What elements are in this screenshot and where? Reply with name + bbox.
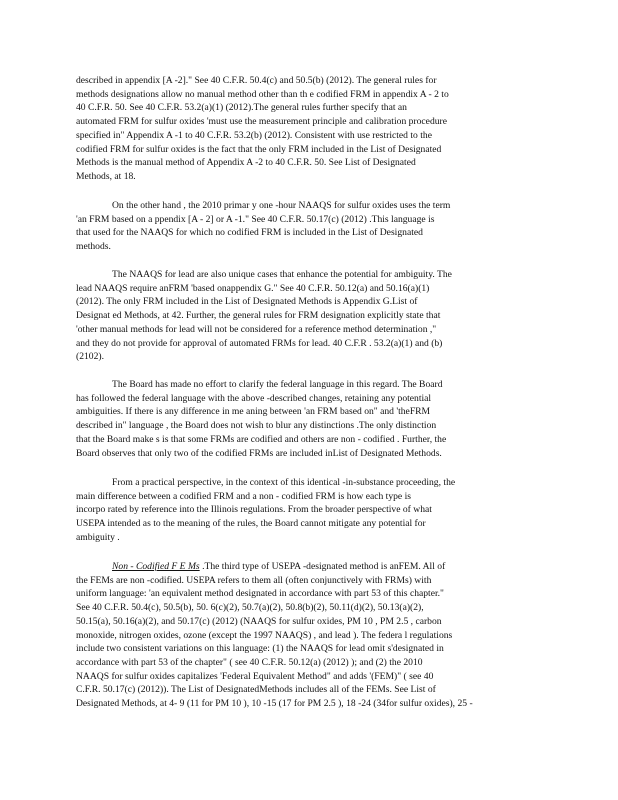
- text-line: has followed the federal language with the above -described changes, retaining any potential: [76, 392, 432, 404]
- text-line: the FEMs are non -codified. USEPA refers to them all (often conjunctively with FRMs) with: [76, 574, 432, 586]
- text-line: monoxide, nitrogen oxides, ozone (except the 1997 NAAQS) , and lead ). The federa l regulations: [76, 629, 453, 641]
- text-line: described in" language , the Board does not wish to blur any distinctions .The only distinction: [76, 420, 437, 432]
- paragraph-4: [76, 378, 538, 460]
- text-line: incorpo rated by reference into the Illinois regulations. From the broader perspective of what: [76, 504, 432, 516]
- text-line: Designat ed Methods, at 42. Further, the general rules for FRM designation explicitly state that: [76, 310, 441, 322]
- paragraph-5: [76, 476, 538, 545]
- text-line: USEPA intended as to the meaning of the rules, the Board cannot mitigate any potential for: [76, 518, 426, 530]
- text-line: See 40 C.F.R. 50.4(c), 50.5(b), 50. 6(c)(2), 50.7(a)(2), 50.8(b)(2), 50.11(d)(2), 50.13(a)(2),: [76, 602, 424, 614]
- text-line: 'an FRM based on a ppendix [A - 2] or A -1." See 40 C.F.R. 50.17(c) (2012) .This language is: [76, 213, 435, 225]
- text-line: that used for the NAAQS for which no codified FRM is included in the List of Designated: [76, 227, 423, 239]
- text-line: The NAAQS for lead are also unique cases that enhance the potential for ambiguity. The: [112, 269, 452, 280]
- text-line: Designated Methods, at 4- 9 (11 for PM 10 ), 10 -15 (17 for PM 2.5 ), 18 -24 (34for sulfur oxides), 25 -: [76, 698, 473, 710]
- text-line: The Board has made no effort to clarify the federal language in this regard. The Board: [112, 379, 443, 390]
- text-line: 50.15(a), 50.16(a)(2), and 50.17(c) (2012) (NAAQS for sulfur oxides, PM 10 , PM 2.5 , carbon: [76, 615, 442, 627]
- text-line: codified FRM for sulfur oxides is the fact that the only FRM included in the List of Designated: [76, 143, 442, 155]
- section-heading: Non - Codified F E Ms: [112, 561, 200, 572]
- text-line: that the Board make s is that some FRMs are codified and others are non - codified . Further, the: [76, 433, 447, 445]
- text-line: Methods, at 18.: [76, 170, 136, 182]
- paragraph-3: [76, 268, 538, 364]
- paragraph-2: [76, 199, 538, 254]
- text-line: (2102).: [76, 351, 104, 363]
- text-line: and they do not provide for approval of automated FRMs for lead. 40 C.F.R . 53.2(a)(1) and (b): [76, 337, 443, 349]
- text-line: lead NAAQS require anFRM 'based onappendix G." See 40 C.F.R. 50.12(a) and 50.16(a)(1): [76, 282, 430, 294]
- text-line: 'other manual methods for lead will not be considered for a reference method determination ,": [76, 323, 437, 335]
- text-line: automated FRM for sulfur oxides 'must use the measurement principle and calibration procedure: [76, 116, 447, 128]
- text-line: From a practical perspective, in the context of this identical -in-substance proceeding, the: [112, 477, 456, 488]
- text-line: NAAQS for sulfur oxides capitalizes 'Federal Equivalent Method" and adds '(FEM)" ( see 40: [76, 670, 434, 682]
- text-run: .The third type of USEPA -designated method is anFEM. All of: [199, 561, 446, 572]
- text-line: ambiguities. If there is any difference in me aning between 'an FRM based on" and 'theFRM: [76, 406, 431, 418]
- text-line: On the other hand , the 2010 primar y one -hour NAAQS for sulfur oxides uses the term: [112, 200, 451, 211]
- text-line: specified in" Appendix A -1 to 40 C.F.R. 53.2(b) (2012). Consistent with use restricted to the: [76, 129, 432, 141]
- text-line: C.F.R. 50.17(c) (2012)). The List of DesignatedMethods includes all of the FEMs. See List of: [76, 684, 436, 696]
- text-line: uniform language: 'an equivalent method designated in accordance with part 53 of this chapter.": [76, 588, 444, 600]
- text-line: (2012). The only FRM included in the List of Designated Methods is Appendix G.List of: [76, 296, 418, 308]
- text-line: include two consistent variations on this language: (1) the NAAQS for lead omit s'designated in: [76, 643, 444, 655]
- text-line: [76, 560, 538, 574]
- paragraph-1: [76, 74, 538, 184]
- text-line: 40 C.F.R. 50. See 40 C.F.R. 53.2(a)(1) (2012).The general rules further specify that an: [76, 102, 407, 114]
- text-line: Methods is the manual method of Appendix A -2 to 40 C.F.R. 50. See List of Designated: [76, 157, 416, 169]
- text-line: methods.: [76, 241, 111, 253]
- paragraph-6: [76, 560, 538, 711]
- text-line: main difference between a codified FRM and a non - codified FRM is how each type is: [76, 490, 411, 502]
- text-line: Board observes that only two of the codified FRMs are included inList of Designated Methods.: [76, 447, 442, 459]
- text-line: described in appendix [A -2]." See 40 C.F.R. 50.4(c) and 50.5(b) (2012). The general rules for: [76, 75, 437, 86]
- text-line: accordance with part 53 of the chapter" ( see 40 C.F.R. 50.12(a) (2012) ); and (2) the 2010: [76, 656, 423, 668]
- text-line: methods designations allow no manual method other than th e codified FRM in appendix A - 2 to: [76, 88, 449, 100]
- text-line: ambiguity .: [76, 531, 120, 543]
